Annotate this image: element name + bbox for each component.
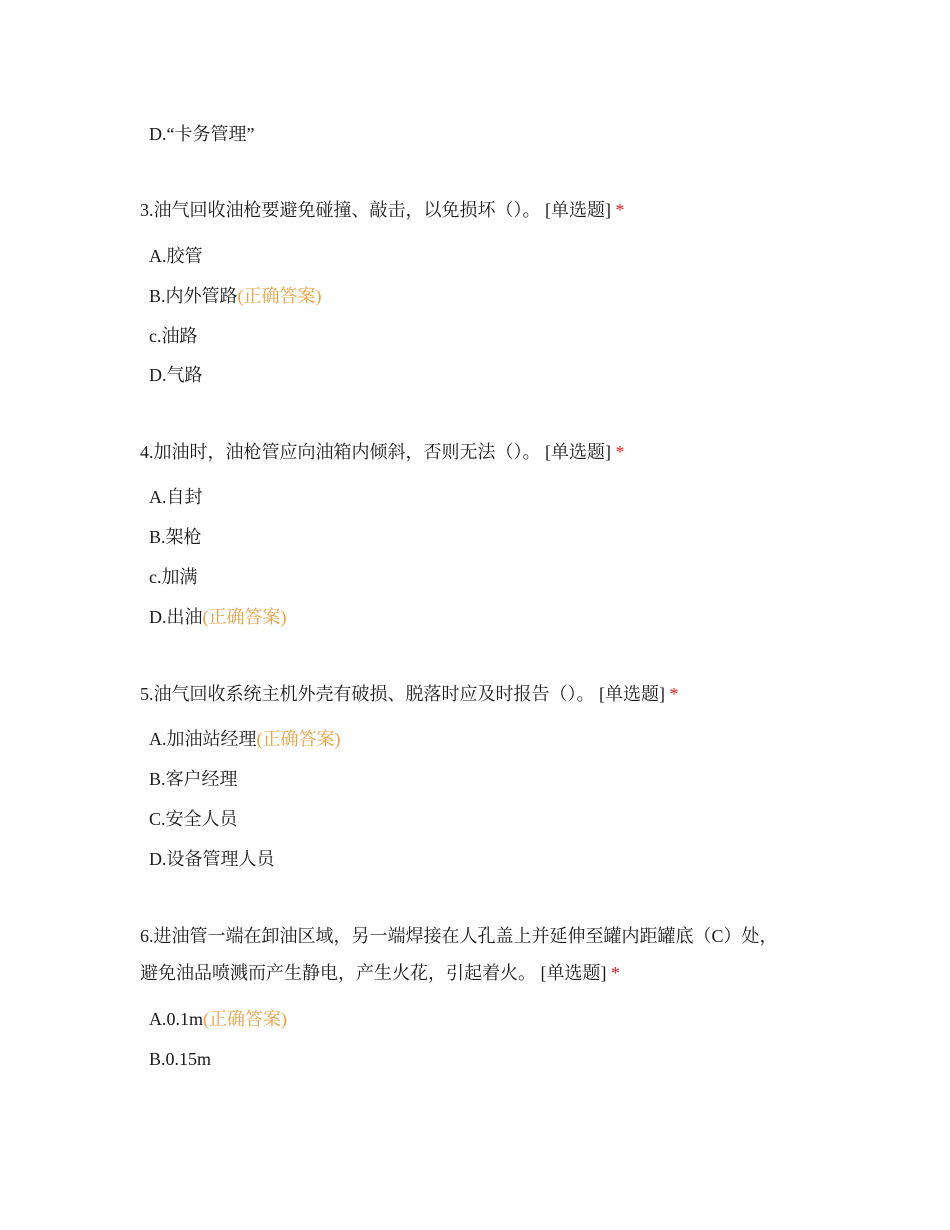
option-text: D.出油 bbox=[149, 607, 203, 627]
option-item bbox=[149, 810, 238, 828]
correct-answer-tag: (正确答案) bbox=[202, 607, 287, 627]
option-text: A.0.1m bbox=[149, 1009, 203, 1029]
question-3-title bbox=[140, 201, 625, 219]
question-5-title bbox=[140, 685, 679, 703]
option-text: B.架枪 bbox=[149, 527, 202, 547]
option-text: A.加油站经理 bbox=[149, 729, 257, 749]
option-text: D.气路 bbox=[149, 365, 203, 385]
option-item bbox=[149, 488, 203, 506]
option-item bbox=[149, 247, 203, 265]
option-item bbox=[149, 770, 238, 788]
question-type: [单选题] bbox=[540, 963, 607, 983]
question-type: [单选题] bbox=[599, 684, 665, 704]
question-text: 3.油气回收油枪要避免碰撞、敲击，以免损坏（）。 bbox=[140, 200, 541, 220]
option-item bbox=[149, 327, 198, 345]
option-text: c.油路 bbox=[149, 326, 198, 346]
correct-answer-tag: (正确答案) bbox=[203, 1009, 287, 1029]
option-item bbox=[149, 850, 275, 868]
option-text: B.客户经理 bbox=[149, 769, 238, 789]
required-mark: * bbox=[615, 200, 625, 220]
option-text: B.内外管路 bbox=[149, 286, 238, 306]
option-text: c.加满 bbox=[149, 567, 198, 587]
question-type: [单选题] bbox=[545, 442, 611, 462]
question-text: 避免油品喷溅而产生静电，产生火花，引起着火。 bbox=[140, 963, 536, 983]
question-text: 6.进油管一端在卸油区域，另一端焊接在人孔盖上并延伸至罐内距罐底（C）处， bbox=[140, 926, 778, 946]
question-text: 5.油气回收系统主机外壳有破损、脱落时应及时报告（）。 bbox=[140, 684, 595, 704]
required-mark: * bbox=[611, 963, 620, 983]
question-6-title bbox=[140, 927, 778, 945]
required-mark: * bbox=[615, 442, 625, 462]
option-text: B.0.15m bbox=[149, 1049, 212, 1069]
option-text: A.胶管 bbox=[149, 246, 203, 266]
option-text: D.设备管理人员 bbox=[149, 849, 275, 869]
option-text: C.安全人员 bbox=[149, 809, 238, 829]
correct-answer-tag: (正确答案) bbox=[237, 286, 322, 306]
option-item bbox=[149, 366, 203, 384]
option-text: A.自封 bbox=[149, 487, 203, 507]
option-item bbox=[149, 528, 202, 546]
option-item bbox=[149, 608, 287, 626]
required-mark: * bbox=[669, 684, 679, 704]
question-4-title bbox=[140, 443, 625, 461]
option-item bbox=[149, 568, 198, 586]
question-type: [单选题] bbox=[545, 200, 611, 220]
question-text: 4.加油时，油枪管应向油箱内倾斜，否则无法（）。 bbox=[140, 442, 541, 462]
option-text: D.“卡务管理” bbox=[149, 124, 255, 144]
option-item bbox=[149, 730, 341, 748]
option-item bbox=[149, 287, 322, 305]
option-item bbox=[149, 1050, 211, 1068]
question-6-title-cont bbox=[140, 964, 620, 982]
correct-answer-tag: (正确答案) bbox=[256, 729, 341, 749]
option-item bbox=[149, 1010, 287, 1028]
option-item bbox=[149, 125, 254, 143]
